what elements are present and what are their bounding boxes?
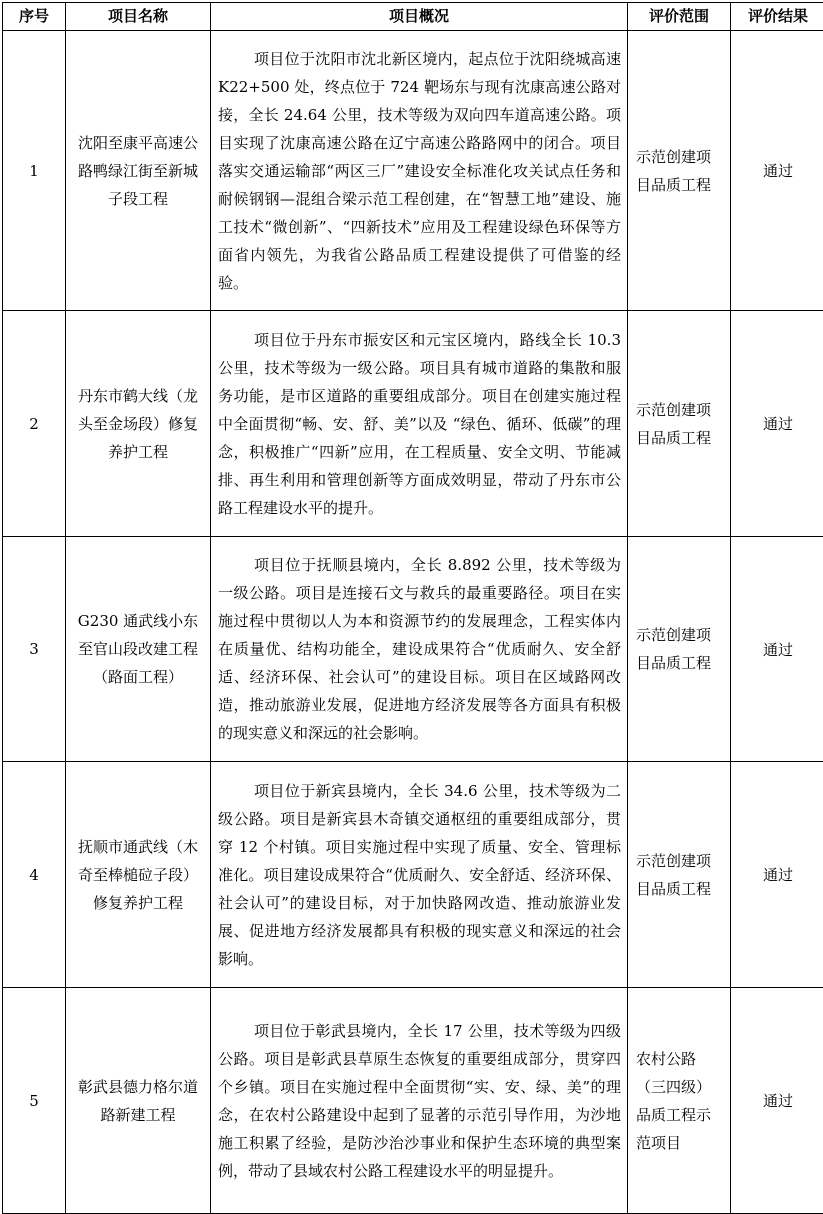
evaluation-table — [2, 2, 823, 1214]
row-result: 通过 — [731, 311, 823, 537]
header-result: 评价结果 — [731, 3, 823, 31]
row-name: 沈阳至康平高速公路鸭绿江街至新城子段工程 — [77, 133, 198, 208]
row-result: 通过 — [731, 537, 823, 762]
row-scope: 示范创建项目品质工程 — [636, 851, 712, 898]
table-row — [3, 537, 823, 762]
row-scope: 农村公路（三四级）品质工程示范项目 — [636, 1049, 712, 1152]
row-name: 丹东市鹤大线（龙头至金场段）修复养护工程 — [77, 386, 198, 461]
row-scope: 示范创建项目品质工程 — [636, 400, 712, 447]
row-index: 2 — [3, 311, 66, 537]
header-index: 序号 — [3, 3, 66, 31]
row-index: 3 — [3, 537, 66, 762]
row-summary: 项目位于抚顺县境内，全长 8.892 公里，技术等级为一级公路。项目是连接石文与救兵的最重要路径。项目在实施过程中贯彻以人为本和资源节约的发展理念，工程实体内在质量优、结构功能全，建设成果符合“优质耐久、安全舒适、经济环保、社会认可”的建设目标。项目在区域路网改造，推动旅游业发展，促进地方经济发展等各方面具有积极的现实意义和深远的社会影响。 — [218, 556, 621, 742]
table-row — [3, 762, 823, 988]
table-row — [3, 311, 823, 537]
header-scope: 评价范围 — [628, 3, 731, 31]
row-scope: 示范创建项目品质工程 — [636, 626, 712, 672]
row-result: 通过 — [731, 31, 823, 311]
row-result: 通过 — [731, 988, 823, 1214]
row-index: 5 — [3, 988, 66, 1214]
row-scope: 示范创建项目品质工程 — [636, 147, 712, 194]
row-name: 抚顺市通武线（木奇至棒槌砬子段）修复养护工程 — [77, 837, 198, 912]
header-name: 项目名称 — [66, 3, 211, 31]
row-summary: 项目位于丹东市振安区和元宝区境内，路线全长 10.3 公里，技术等级为一级公路。项目具有城市道路的集散和服务功能，是市区道路的重要组成部分。项目在创建实施过程中全面贯彻“畅、安、舒、美”以及 “绿色、循环、低碳”的理念，积极推广“四新”应用，在工程质量、安全文明、节能减排、再生利用和管理创新等方面成效明显，带动了丹东市公路工程建设水平的提升。 — [218, 330, 621, 517]
row-result: 通过 — [731, 762, 823, 988]
row-index: 4 — [3, 762, 66, 988]
header-row — [3, 3, 823, 31]
row-name: G230 通武线小东至官山段改建工程（路面工程） — [77, 612, 199, 686]
row-name: 彰武县德力格尔道路新建工程 — [77, 1077, 198, 1124]
table-row — [3, 988, 823, 1214]
table-row — [3, 31, 823, 311]
row-summary: 项目位于新宾县境内，全长 34.6 公里，技术等级为二级公路。项目是新宾县木奇镇交通枢纽的重要组成部分，贯穿 12 个村镇。项目实施过程中实现了质量、安全、管理标准化。项目建设成果符合“优质耐久、安全舒适、经济环保、社会认可”的建设目标，对于加快路网改造、推动旅游业发展、促进地方经济发展都具有积极的现实意义和深远的社会影响。 — [218, 781, 621, 968]
row-index: 1 — [3, 31, 66, 311]
header-summary: 项目概况 — [211, 3, 628, 31]
row-summary: 项目位于沈阳市沈北新区境内，起点位于沈阳绕城高速 K22+500 处，终点位于 724 靶场东与现有沈康高速公路对接，全长 24.64 公里，技术等级为双向四车道高速公路。项目实现了沈康高速公路在辽宁高速公路路网中的闭合。项目落实交通运输部“两区三厂”建设安全标准化攻关试点任务和耐候钢钢—混组合梁示范工程创建，在“智慧工地”建设、施工技术“微创新”、“四新技术”应用及工程建设绿色环保等方面省内领先，为我省公路品质工程建设提供了可借鉴的经验。 — [218, 49, 621, 292]
row-summary: 项目位于彰武县境内，全长 17 公里，技术等级为四级公路。项目是彰武县草原生态恢复的重要组成部分，贯穿四个乡镇。项目在实施过程中全面贯彻“实、安、绿、美”的理念，在农村公路建设中起到了显著的示范引导作用，为沙地施工积累了经验，是防沙治沙事业和保护生态环境的典型案例，带动了县域农村公路工程建设水平的明显提升。 — [218, 1021, 621, 1180]
